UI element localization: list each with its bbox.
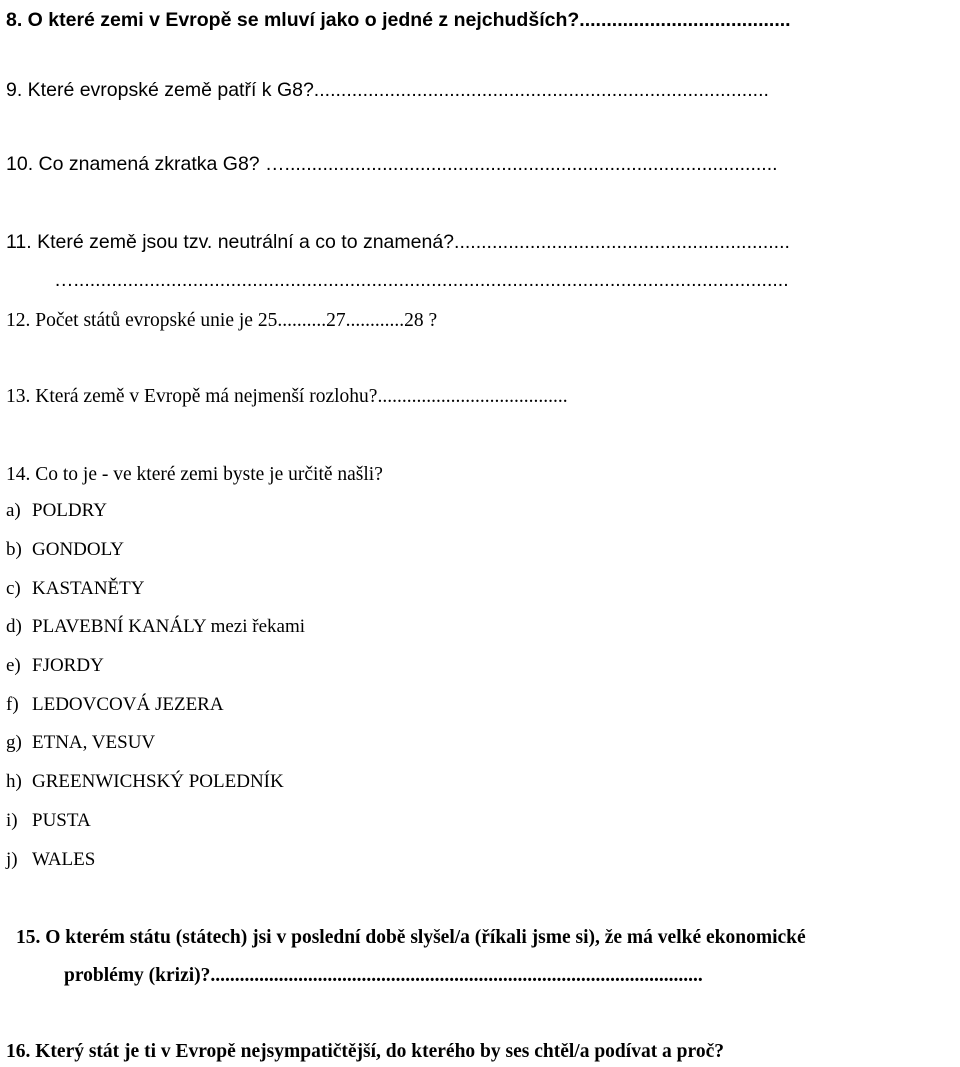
question-11-continuation: ….................................................................................................................................... <box>54 269 789 291</box>
option-item: b) GONDOLY <box>6 539 125 560</box>
question-15: 15. O kterém státu (státech) jsi v poslední době slyšel/a (říkali jsme si), že má velké ekonomické <box>16 927 806 948</box>
question-12: 12. Počet států evropské unie je 25..........27............28 ? <box>6 310 438 331</box>
option-item: d) PLAVEBNÍ KANÁLY mezi řekami <box>6 616 306 637</box>
option-item: f) LEDOVCOVÁ JEZERA <box>6 694 224 715</box>
question-14: 14. Co to je - ve které zemi byste je určitě našli? <box>6 464 383 485</box>
question-8: 8. O které zemi v Evropě se mluví jako o jedné z nejchudších?....................................... <box>6 9 791 31</box>
question-9: 9. Které evropské země patří k G8?.................................................................................... <box>6 79 769 101</box>
question-10: 10. Co znamená zkratka G8? …........................................................................................... <box>6 153 778 175</box>
question-11: 11. Které země jsou tzv. neutrální a co to znamená?.............................................................. <box>6 231 790 253</box>
option-item: h) GREENWICHSKÝ POLEDNÍK <box>6 771 284 792</box>
option-item: a) POLDRY <box>6 500 107 521</box>
option-item: e) FJORDY <box>6 655 104 676</box>
option-item: g) ETNA, VESUV <box>6 732 156 753</box>
question-16: 16. Který stát je ti v Evropě nejsympatičtější, do kterého by ses chtěl/a podívat a proč? <box>6 1041 724 1062</box>
option-item: j) WALES <box>6 849 96 870</box>
question-13: 13. Která země v Evropě má nejmenší rozlohu?....................................... <box>6 386 568 407</box>
option-item: i) PUSTA <box>6 810 91 831</box>
question-15-continuation: problémy (krizi)?..................................................................................................... <box>64 965 703 986</box>
option-item: c) KASTANĚTY <box>6 578 145 599</box>
